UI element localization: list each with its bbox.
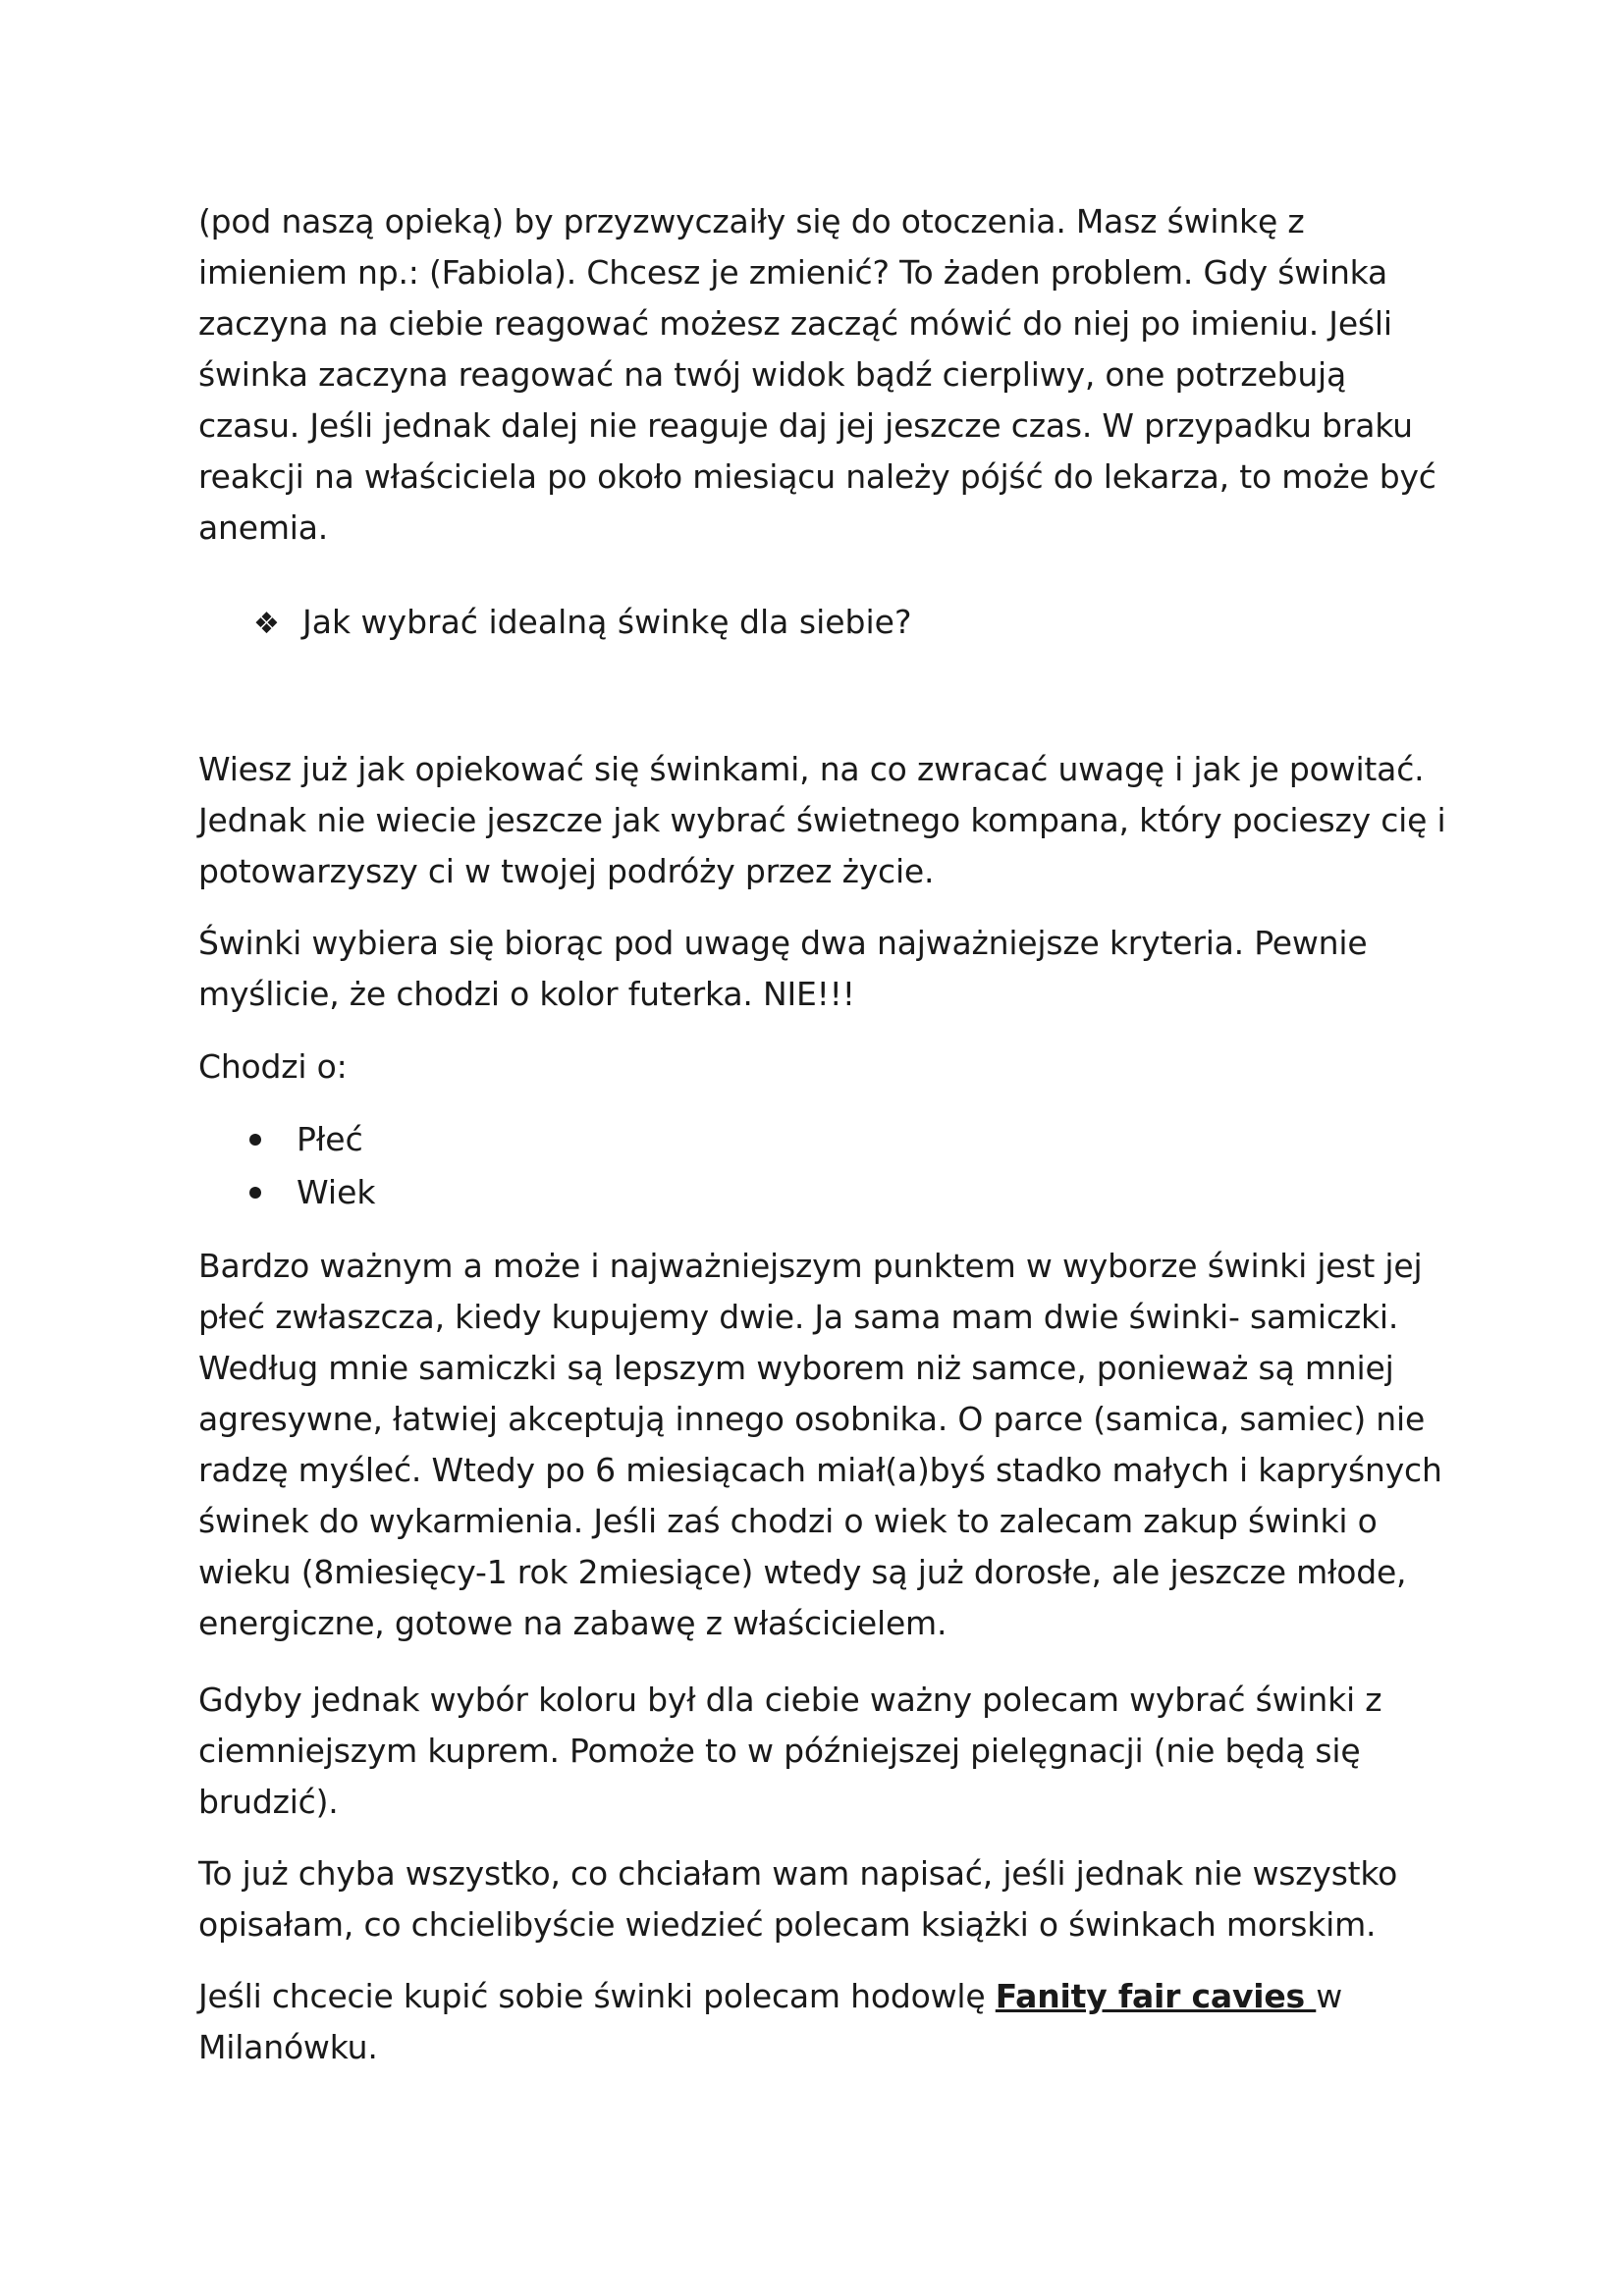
list-item-label: Wiek	[297, 1173, 376, 1211]
paragraph-criteria: Świnki wybiera się biorąc pod uwagę dwa najważniejsze kryteria. Pewnie myślicie, że chodzi o kolor futerka. NIE!!!	[198, 924, 1368, 1013]
breeder-text-before: Jeśli chcecie kupić sobie świnki polecam hodowlę	[198, 1977, 996, 2015]
section-heading-text: Jak wybrać idealną świnkę dla siebie?	[302, 603, 912, 641]
list-item	[198, 1113, 376, 1166]
paragraph-color: Gdyby jednak wybór koloru był dla ciebie ważny polecam wybrać świnki z ciemniejszym kuprem. Pomoże to w późniejszej pielęgnacji (nie będą się brudzić).	[198, 1681, 1382, 1821]
bullet-icon	[249, 1134, 261, 1146]
list-item-label: Płeć	[297, 1120, 363, 1158]
bullet-icon	[249, 1187, 261, 1199]
paragraph-breeder	[198, 1971, 1455, 2073]
paragraph-care-naming: (pod naszą opieką) by przyzwyczaiły się do otoczenia. Masz świnkę z imieniem np.: (Fabiola). Chcesz je zmienić? To żaden problem. Gdy świnka zaczyna na ciebie reagować możesz zacząć mówić do niej po imieniu. Jeśli świnka zaczyna reagować na twój widok bądź cierpliwy, one potrzebują czasu. Jeśli jednak dalej nie reaguje daj jej jeszcze czas. W przypadku braku reakcji na właściciela po około miesiącu należy pójść do lekarza, to może być anemia.	[198, 202, 1436, 547]
breeder-link[interactable]: Fanity fair cavies	[995, 1977, 1317, 2015]
section-heading	[253, 597, 911, 650]
paragraph-intro: Wiesz już jak opiekować się świnkami, na co zwracać uwagę i jak je powitać. Jednak nie wiecie jeszcze jak wybrać świetnego kompana, który pocieszy cię i potowarzyszy ci w twojej podróży przez życie.	[198, 750, 1446, 890]
criteria-list	[198, 1113, 376, 1219]
paragraph-closing: To już chyba wszystko, co chciałam wam napisać, jeśli jednak nie wszystko opisałam, co chcielibyście wiedzieć polecam książki o świnkach morskim.	[198, 1854, 1398, 1944]
breeder-text-after: w Milanówku.	[198, 1977, 1343, 2066]
diamond-bullet-icon: ❖	[253, 607, 280, 641]
list-item	[198, 1166, 376, 1219]
paragraph-chodzi-o: Chodzi o:	[198, 1047, 348, 1086]
paragraph-gender-age: Bardzo ważnym a może i najważniejszym punktem w wyborze świnki jest jej płeć zwłaszcza, kiedy kupujemy dwie. Ja sama mam dwie świnki- samiczki. Według mnie samiczki są lepszym wyborem niż samce, ponieważ są mniej agresywne, łatwiej akceptują innego osobnika. O parce (samica, samiec) nie radzę myśleć. Wtedy po 6 miesiącach miał(a)byś stadko małych i kapryśnych świnek do wykarmienia. Jeśli zaś chodzi o wiek to zalecam zakup świnki o wieku (8miesięcy-1 rok 2miesiące) wtedy są już dorosłe, ale jeszcze młode, energiczne, gotowe na zabawę z właścicielem.	[198, 1247, 1442, 1642]
